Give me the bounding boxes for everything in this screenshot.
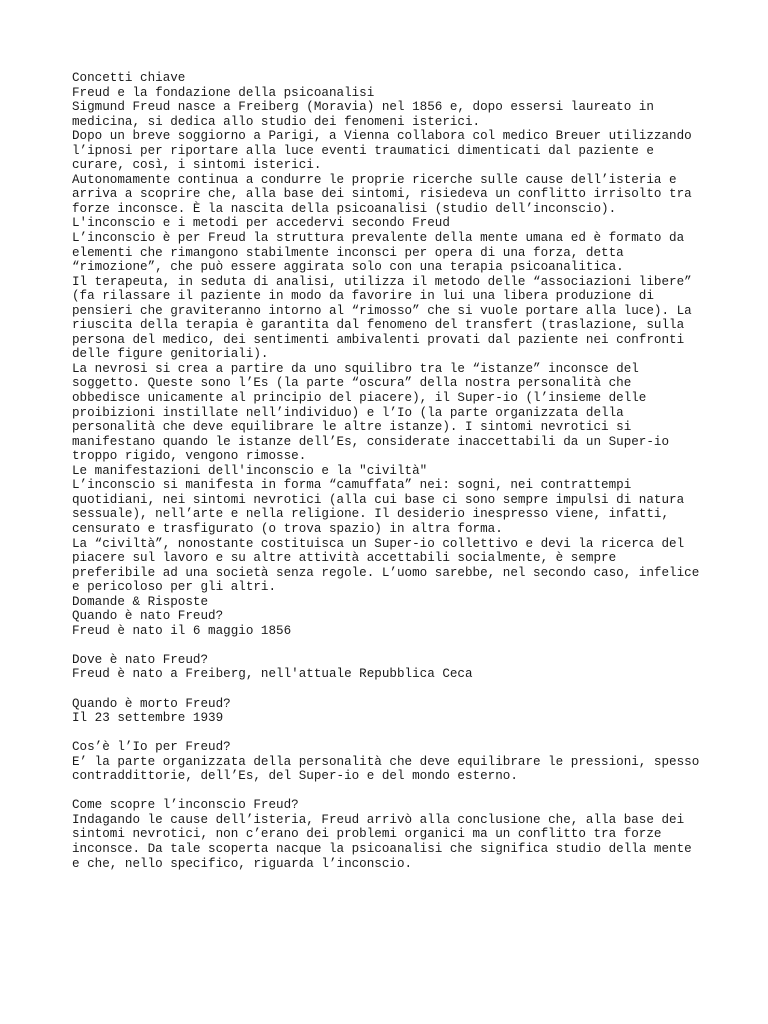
text-line: Autonomamente continua a condurre le proprie ricerche sulle cause dell’isteria e <box>72 172 677 187</box>
text-line: La “civiltà”, nonostante costituisca un Super-io collettivo e devi la ricerca del <box>72 536 685 551</box>
text-line: Cos’è l’Io per Freud? <box>72 740 231 755</box>
text-line: e pericoloso per gli altri. <box>72 580 277 595</box>
text-line: Sigmund Freud nasce a Freiberg (Moravia) nel 1856 e, dopo essersi laureato in <box>72 100 654 115</box>
text-line: delle figure genitoriali). <box>72 347 269 362</box>
text-line: forze inconsce. È la nascita della psicoanalisi (studio dell’inconscio). <box>72 201 617 216</box>
text-line: L’inconscio si manifesta in forma “camuffata” nei: sogni, nei contrattempi <box>72 478 632 493</box>
text-line: riuscita della terapia è garantita dal fenomeno del transfert (traslazione, sulla <box>72 318 685 333</box>
text-line: Dove è nato Freud? <box>72 652 209 667</box>
text-line: Dopo un breve soggiorno a Parigi, a Vienna collabora col medico Breuer utilizzando <box>72 129 692 144</box>
text-line: quotidiani, nei sintomi nevrotici (alla cui base ci sono sempre impulsi di natura <box>72 492 685 507</box>
text-line: obbedisce unicamente al principio del piacere), il Super-io (l’insieme delle <box>72 391 647 406</box>
text-line: censurato e trasfigurato (o trova spazio) in altra forma. <box>72 521 503 536</box>
text-line: Freud è nato a Freiberg, nell'attuale Repubblica Ceca <box>72 667 473 682</box>
text-line: Freud è nato il 6 maggio 1856 <box>72 623 292 638</box>
text-line: persona del medico, dei sentimenti ambivalenti provati dal paziente nei confronti <box>72 332 685 347</box>
text-line: l’ipnosi per riportare alla luce eventi traumatici dimenticati dal paziente e <box>72 143 654 158</box>
text-line: “rimozione”, che può essere aggirata solo con una terapia psicoanalitica. <box>72 260 624 275</box>
text-line: Quando è nato Freud? <box>72 609 224 624</box>
text-line: contraddittorie, dell’Es, del Super-io e del mondo esterno. <box>72 769 518 784</box>
text-line: troppo rigido, vengono rimosse. <box>72 449 307 464</box>
document-page <box>72 71 712 871</box>
text-line: L'inconscio e i metodi per accedervi secondo Freud <box>72 216 450 231</box>
text-line: L’inconscio è per Freud la struttura prevalente della mente umana ed è formato da <box>72 231 685 246</box>
text-line: Domande & Risposte <box>72 594 209 609</box>
text-line: Quando è morto Freud? <box>72 696 231 711</box>
text-line: inconsce. Da tale scoperta nacque la psicoanalisi che significa studio della mente <box>72 841 692 856</box>
text-line: soggetto. Queste sono l’Es (la parte “oscura” della nostra personalità che <box>72 376 632 391</box>
text-line: Il terapeuta, in seduta di analisi, utilizza il metodo delle “associazioni libere” <box>72 274 692 289</box>
blank-line <box>72 638 712 653</box>
text-line: Indagando le cause dell’isteria, Freud arrivò alla conclusione che, alla base dei <box>72 812 685 827</box>
text-line: manifestano quando le istanze dell’Es, considerate inaccettabili da un Super-io <box>72 434 670 449</box>
text-line: La nevrosi si crea a partire da uno squilibro tra le “istanze” inconsce del <box>72 361 639 376</box>
text-line: proibizioni instillate nell’individuo) e l’Io (la parte organizzata della <box>72 405 624 420</box>
text-line: curare, così, i sintomi isterici. <box>72 158 322 173</box>
text-line: arriva a scoprire che, alla base dei sintomi, risiedeva un conflitto irrisolto tra <box>72 187 692 202</box>
text-line: pensieri che graviteranno intorno al “rimosso” che si vuole portare alla luce). La <box>72 303 692 318</box>
text-line: E’ la parte organizzata della personalità che deve equilibrare le pressioni, spesso <box>72 754 700 769</box>
text-line: Come scopre l’inconscio Freud? <box>72 798 299 813</box>
text-line: sessuale), nell’arte e nella religione. Il desiderio inespresso viene, infatti, <box>72 507 670 522</box>
text-line: sintomi nevrotici, non c’erano dei problemi organici ma un conflitto tra forze <box>72 827 662 842</box>
blank-line <box>72 682 712 697</box>
blank-line <box>72 726 712 741</box>
text-line: Le manifestazioni dell'inconscio e la "civiltà" <box>72 463 428 478</box>
text-line: preferibile ad una società senza regole. L’uomo sarebbe, nel secondo caso, infelice <box>72 565 700 580</box>
text-line: Il 23 settembre 1939 <box>72 711 224 726</box>
text-line: personalità che deve equilibrare le altre istanze). I sintomi nevrotici si <box>72 420 632 435</box>
text-line: medicina, si dedica allo studio dei fenomeni isterici. <box>72 114 481 129</box>
text-line: Concetti chiave <box>72 71 186 85</box>
text-line: Freud e la fondazione della psicoanalisi <box>72 85 375 100</box>
blank-line <box>72 784 712 799</box>
text-line: (fa rilassare il paziente in modo da favorire in lui una libera produzione di <box>72 289 654 304</box>
text-line: piacere sul lavoro e su altre attività accettabili socialmente, è sempre <box>72 551 617 566</box>
text-line: e che, nello specifico, riguarda l’inconscio. <box>72 856 413 871</box>
text-line: elementi che rimangono stabilmente inconsci per opera di una forza, detta <box>72 245 624 260</box>
